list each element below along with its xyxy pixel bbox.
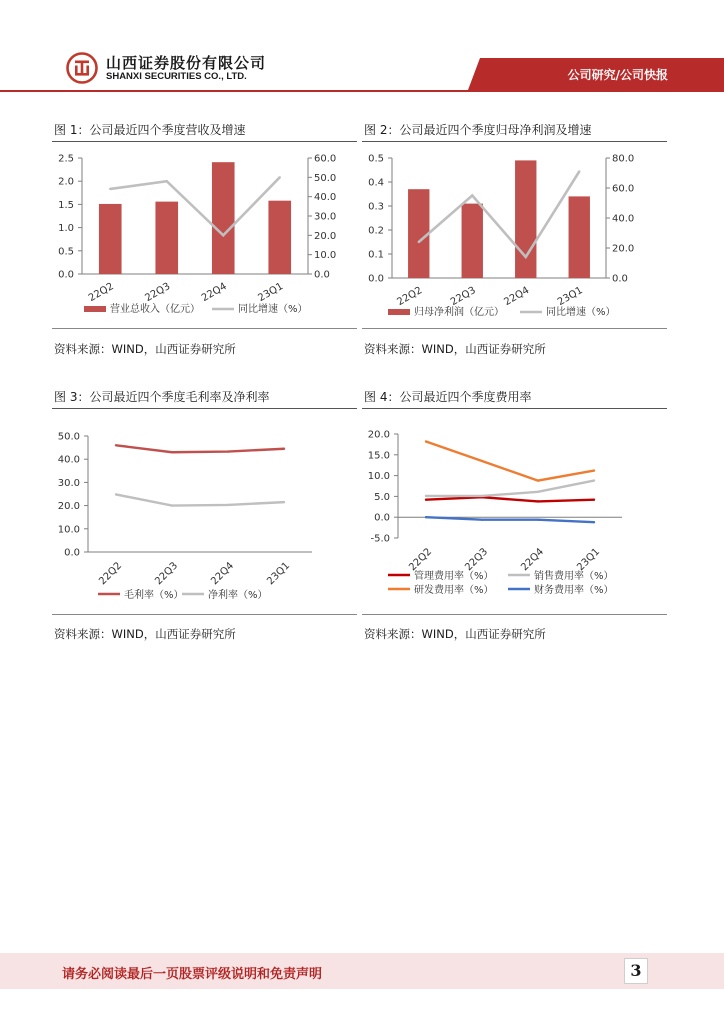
growth-point-22q2	[418, 241, 420, 243]
figure-1-chart	[52, 148, 357, 320]
figure-1-bottom-rule	[52, 328, 357, 329]
x-tick-label-22q3: 22Q3	[143, 281, 173, 305]
y-right-tick-label: 50.0	[314, 172, 337, 184]
y-tick-label: 0.0	[374, 512, 390, 524]
figure-4-top-rule	[362, 408, 667, 409]
y-tick-label: 5.0	[374, 491, 390, 503]
legend-label-line: 同比增速（%）	[238, 304, 308, 315]
footer-disclaimer: 请务必阅读最后一页股票评级说明和免责声明	[62, 967, 323, 982]
legend-swatch-bar	[84, 306, 106, 312]
figure-2-bottom-rule	[362, 328, 667, 329]
figure-3-title: 图 3：公司最近四个季度毛利率及净利率	[54, 390, 270, 404]
series-line-1	[426, 497, 594, 501]
y-left-tick-label: 0.0	[58, 269, 74, 281]
y-right-tick-label: 60.0	[314, 153, 337, 165]
y-left-tick-label: 0.5	[58, 246, 74, 258]
y-left-tick-label: 0.3	[368, 201, 384, 213]
figure-1-title: 图 1：公司最近四个季度营收及增速	[54, 123, 246, 137]
x-tick-label-22q4: 22Q4	[502, 285, 532, 309]
legend-label-bar: 归母净利润（亿元）	[414, 307, 504, 318]
figure-2-top-rule	[362, 141, 667, 142]
series-4-point-23q1	[593, 521, 595, 523]
series-2-point-22q2	[115, 493, 117, 495]
y-left-tick-label: 2.0	[58, 176, 74, 188]
y-right-tick-label: 20.0	[612, 243, 635, 255]
y-right-tick-label: 40.0	[612, 213, 635, 225]
y-right-tick-label: 0.0	[612, 273, 628, 285]
series-1-point-22q2	[115, 444, 117, 446]
figure-4-chart	[362, 424, 667, 608]
growth-point-23q1	[279, 176, 281, 178]
growth-point-22q2	[109, 188, 111, 190]
figure-2-title: 图 2：公司最近四个季度归母净利润及增速	[364, 123, 592, 137]
y-tick-label: 10.0	[57, 524, 80, 536]
company-logo	[66, 52, 98, 84]
legend-label-2: 销售费用率（%）	[534, 571, 614, 582]
bar-22q3	[462, 204, 483, 278]
x-tick-label-22q2: 22Q2	[407, 546, 435, 574]
x-tick-label-22q2: 22Q2	[97, 560, 125, 588]
page-number: 3	[630, 961, 642, 980]
y-right-tick-label: 20.0	[314, 230, 337, 242]
series-2-point-22q2	[425, 495, 427, 497]
y-left-tick-label: 1.5	[58, 199, 74, 211]
figure-2-chart	[362, 148, 667, 320]
series-line-1	[116, 445, 284, 452]
y-tick-label: -5.0	[370, 533, 390, 545]
y-right-tick-label: 80.0	[612, 153, 635, 165]
x-tick-label-22q2: 22Q2	[86, 281, 116, 305]
figure-3-source: 资料来源：WIND，山西证券研究所	[54, 627, 236, 641]
series-4-point-22q2	[425, 516, 427, 518]
figure-3-bottom-rule	[52, 614, 357, 615]
series-3-point-22q3	[481, 460, 483, 462]
series-2-point-22q3	[481, 495, 483, 497]
series-4-point-22q3	[481, 518, 483, 520]
y-left-tick-label: 2.5	[58, 153, 74, 165]
growth-point-22q3	[166, 180, 168, 182]
y-right-tick-label: 0.0	[314, 269, 330, 281]
section-label: 公司研究/公司快报	[567, 68, 668, 82]
series-line-2	[116, 494, 284, 505]
series-line-4	[426, 517, 594, 522]
y-tick-label: 50.0	[57, 431, 80, 443]
growth-point-22q4	[222, 234, 224, 236]
x-tick-label-22q3: 22Q3	[448, 285, 478, 309]
x-tick-label-23q1: 23Q1	[265, 560, 293, 588]
series-1-point-22q4	[537, 500, 539, 502]
y-tick-label: 15.0	[367, 450, 390, 462]
x-tick-label-22q3: 22Q3	[463, 546, 491, 574]
y-right-tick-label: 40.0	[314, 192, 337, 204]
y-right-tick-label: 10.0	[314, 250, 337, 262]
growth-point-23q1	[578, 170, 580, 172]
series-2-point-23q1	[593, 479, 595, 481]
company-name-en: SHANXI SECURITIES CO., LTD.	[106, 71, 247, 82]
figure-4-bottom-rule	[362, 614, 667, 615]
legend-label-1: 毛利率（%）	[124, 590, 184, 601]
y-tick-label: 0.0	[64, 547, 80, 559]
page-number-box	[624, 958, 648, 984]
y-left-tick-label: 0.2	[368, 225, 384, 237]
series-2-point-22q3	[171, 504, 173, 506]
bar-22q3	[155, 202, 178, 274]
legend-swatch-bar	[388, 309, 410, 315]
x-tick-label-22q4: 22Q4	[199, 281, 229, 305]
x-tick-label-22q4: 22Q4	[209, 560, 237, 588]
legend-label-4: 财务费用率（%）	[534, 585, 614, 596]
y-right-tick-label: 30.0	[314, 211, 337, 223]
figure-4-title: 图 4：公司最近四个季度费用率	[364, 390, 532, 404]
figure-4-source: 资料来源：WIND，山西证券研究所	[364, 627, 546, 641]
figure-3-chart	[52, 424, 357, 608]
series-4-point-22q4	[537, 518, 539, 520]
figure-1-source: 资料来源：WIND，山西证券研究所	[54, 342, 236, 356]
series-1-point-22q2	[425, 499, 427, 501]
legend-label-bar: 营业总收入（亿元）	[110, 304, 200, 315]
figure-3-top-rule	[52, 408, 357, 409]
x-tick-label-23q1: 23Q1	[575, 546, 603, 574]
series-2-point-22q4	[537, 491, 539, 493]
y-left-tick-label: 0.0	[368, 273, 384, 285]
series-3-point-22q2	[425, 440, 427, 442]
x-tick-label-23q1: 23Q1	[555, 285, 585, 309]
legend-label-line: 同比增速（%）	[546, 307, 616, 318]
growth-line	[419, 172, 580, 258]
growth-point-22q4	[525, 256, 527, 258]
figure-1-top-rule	[52, 141, 357, 142]
bar-22q4	[515, 160, 536, 278]
growth-point-22q3	[471, 194, 473, 196]
x-tick-label-22q2: 22Q2	[395, 285, 425, 309]
series-1-point-22q3	[171, 451, 173, 453]
bar-22q4	[212, 162, 235, 274]
series-3-point-22q4	[537, 479, 539, 481]
y-tick-label: 20.0	[367, 429, 390, 441]
figure-2-source: 资料来源：WIND，山西证券研究所	[364, 342, 546, 356]
bar-23q1	[268, 201, 291, 274]
y-left-tick-label: 1.0	[58, 223, 74, 235]
series-2-point-23q1	[283, 501, 285, 503]
company-name-cn: 山西证券股份有限公司	[106, 54, 267, 72]
legend-label-2: 净利率（%）	[208, 590, 268, 601]
series-line-3	[426, 441, 594, 480]
series-1-point-23q1	[593, 499, 595, 501]
y-left-tick-label: 0.5	[368, 153, 384, 165]
x-tick-label-22q4: 22Q4	[519, 546, 547, 574]
header-rule	[0, 90, 724, 92]
y-left-tick-label: 0.1	[368, 249, 384, 261]
bar-22q2	[99, 204, 122, 274]
y-tick-label: 40.0	[57, 454, 80, 466]
y-left-tick-label: 0.4	[368, 177, 384, 189]
x-tick-label-23q1: 23Q1	[256, 281, 286, 305]
y-right-tick-label: 60.0	[612, 183, 635, 195]
y-tick-label: 10.0	[367, 471, 390, 483]
series-line-2	[426, 481, 594, 496]
bar-22q2	[408, 189, 429, 278]
growth-line	[110, 177, 280, 235]
x-tick-label-22q3: 22Q3	[153, 560, 181, 588]
legend-label-1: 管理费用率（%）	[414, 571, 494, 582]
series-1-point-23q1	[283, 448, 285, 450]
legend-label-3: 研发费用率（%）	[414, 585, 494, 596]
y-tick-label: 20.0	[57, 501, 80, 513]
series-1-point-22q4	[227, 450, 229, 452]
bar-23q1	[569, 196, 590, 278]
series-2-point-22q4	[227, 504, 229, 506]
series-3-point-23q1	[593, 469, 595, 471]
y-tick-label: 30.0	[57, 477, 80, 489]
